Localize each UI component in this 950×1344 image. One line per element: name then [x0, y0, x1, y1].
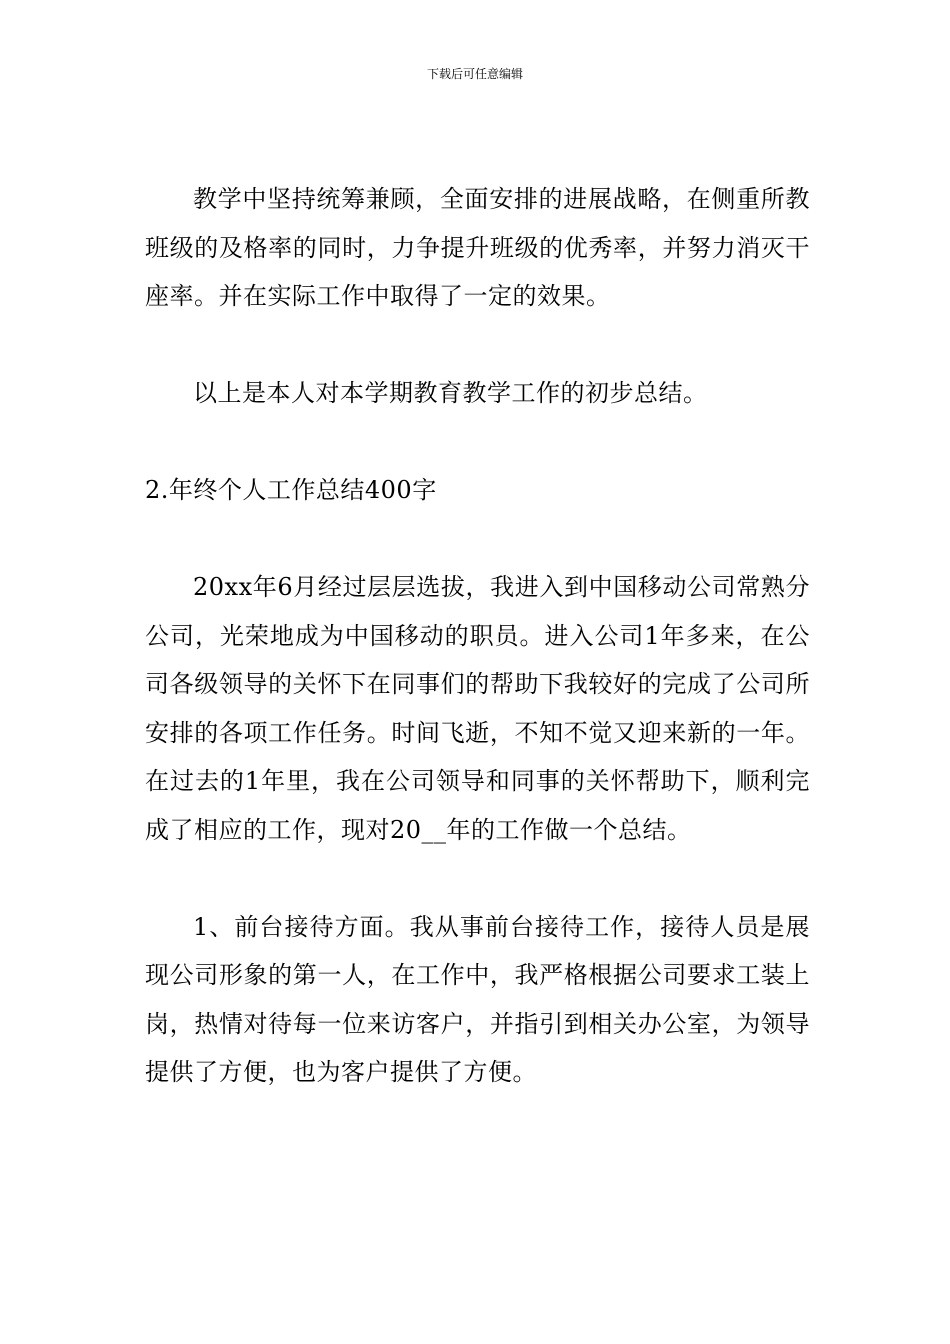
section-heading: 2.年终个人工作总结400字	[145, 476, 437, 504]
page-header-note: 下载后可任意编辑	[426, 67, 523, 81]
paragraph-gap	[145, 321, 810, 370]
document-body	[145, 175, 810, 1097]
paragraph-gap	[145, 854, 810, 903]
paragraph-teaching-strategy: 教学中坚持统筹兼顾，全面安排的进展战略，在侧重所教班级的及格率的同时，力争提升班级的优秀率，并努力消灭干座率。并在实际工作中取得了一定的效果。	[145, 185, 810, 310]
paragraph-gap	[145, 515, 810, 564]
paragraph-front-desk: 1、前台接待方面。我从事前台接待工作，接待人员是展现公司形象的第一人，在工作中，我严格根据公司要求工装上岗，热情对待每一位来访客户，并指引到相关办公室，为领导提供了方便，也为客户提供了方便。	[145, 912, 810, 1086]
paragraph-company-intro: 20xx年6月经过层层选拔，我进入到中国移动公司常熟分公司，光荣地成为中国移动的职员。进入公司1年多来，在公司各级领导的关怀下在同事们的帮助下我较好的完成了公司所安排的各项工作任务。时间飞逝，不知不觉又迎来新的一年。在过去的1年里，我在公司领导和同事的关怀帮助下，顺利完成了相应的工作，现对20__年的工作做一个总结。	[145, 573, 810, 844]
paragraph-summary-conclusion: 以上是本人对本学期教育教学工作的初步总结。	[193, 379, 708, 407]
paragraph-gap	[145, 418, 810, 467]
